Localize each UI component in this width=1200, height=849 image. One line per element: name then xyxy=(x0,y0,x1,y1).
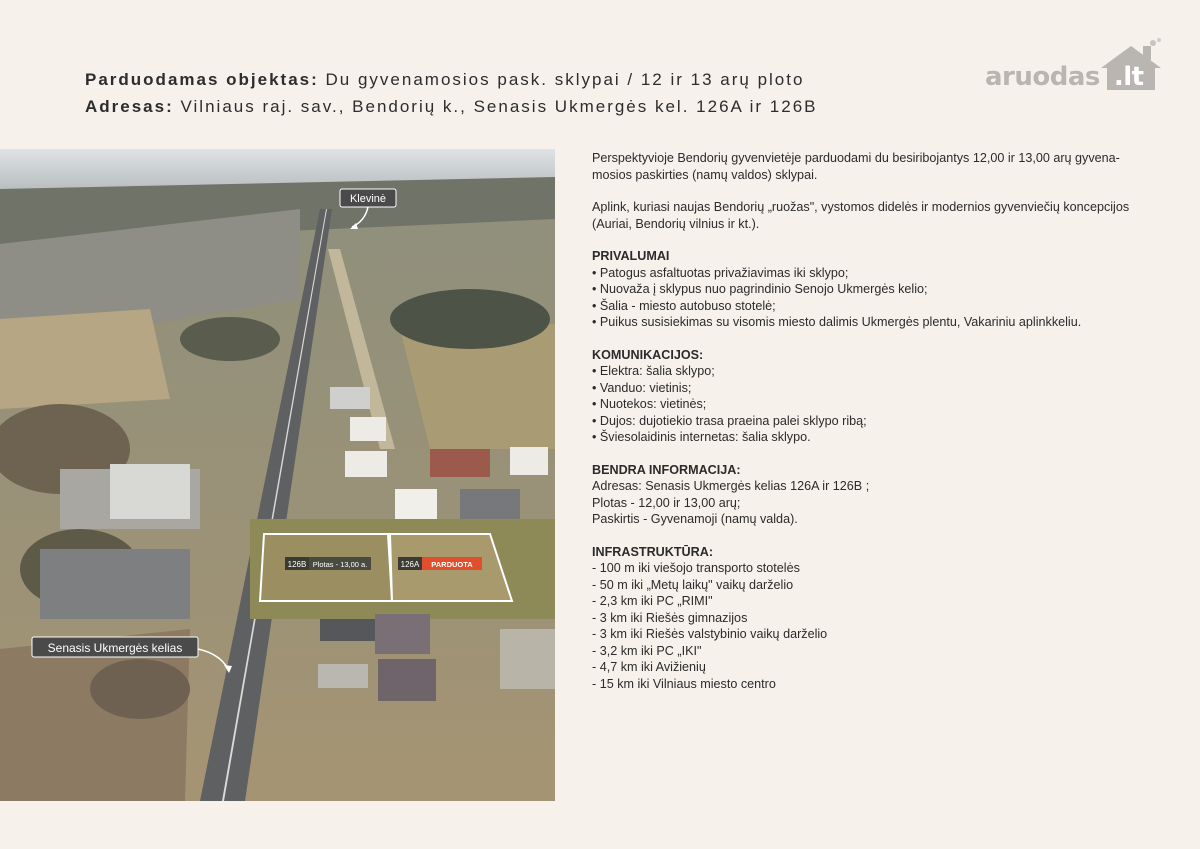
list-item: • Šviesolaidinis internetas: šalia sklypo. xyxy=(592,430,811,444)
bendra-list xyxy=(592,478,1152,528)
label-senasis-road: Senasis Ukmergės kelias xyxy=(47,641,183,655)
plot-a-area: Plotas - 13,00 a. xyxy=(312,560,368,569)
object-label: Parduodamas objektas: xyxy=(85,70,319,89)
list-item: Paskirtis - Gyvenamoji (namų valda). xyxy=(592,512,798,526)
aerial-photo xyxy=(0,149,555,801)
logo-domain: .lt xyxy=(1113,62,1144,92)
listing-description xyxy=(592,150,1152,692)
logo-text: aruodas xyxy=(985,62,1100,92)
komunikacijos-list xyxy=(592,363,1152,446)
list-item: - 3 km iki Riešės gimnazijos xyxy=(592,610,748,625)
list-item: Adresas: Senasis Ukmergės kelias 126A ir 126B ; xyxy=(592,479,870,493)
label-klevine: Klevinė xyxy=(349,193,387,205)
plot-a-id: 126B xyxy=(287,560,307,569)
privalumai-title: PRIVALUMAI xyxy=(592,249,670,263)
list-item: • Nuovaža į sklypus nuo pagrindinio Senojo Ukmergės kelio; xyxy=(592,282,928,296)
aruodas-logo[interactable] xyxy=(985,38,1165,94)
object-value: Du gyvenamosios pask. sklypai / 12 ir 13 arų ploto xyxy=(325,70,805,89)
list-item: - 3 km iki Riešės valstybinio vaikų darželio xyxy=(592,627,828,641)
list-item: • Dujos: dujotiekio trasa praeina palei sklypo ribą; xyxy=(592,413,867,428)
plot-b-status: PARDUOTA xyxy=(431,560,473,569)
infrastruktura-list xyxy=(592,560,1152,692)
list-item: • Patogus asfaltuotas privažiavimas iki sklypo; xyxy=(592,265,849,280)
list-item: - 100 m iki viešojo transporto stotelės xyxy=(592,561,800,575)
list-item: - 15 km iki Vilniaus miesto centro xyxy=(592,676,776,691)
privalumai-list xyxy=(592,265,1152,331)
list-item: - 50 m iki „Metų laikų" vaikų darželio xyxy=(592,577,794,592)
address-value: Vilniaus raj. sav., Bendorių k., Senasis Ukmergės kel. 126A ir 126B xyxy=(180,97,818,116)
list-item: • Šalia - miesto autobuso stotelė; xyxy=(592,298,776,313)
bendra-title: BENDRA INFORMACIJA: xyxy=(592,462,741,477)
list-item: • Vanduo: vietinis; xyxy=(592,380,692,395)
list-item: • Puikus susisiekimas su visomis miesto dalimis Ukmergės plentu, Vakariniu aplinkkeliu. xyxy=(592,315,1082,329)
intro-p1-line2: mosios paskirties (namų valdos) sklypai. xyxy=(592,167,818,182)
intro-p1-line1: Perspektyvioje Bendorių gyvenvietėje parduodami du besiribojantys 12,00 ir 13,00 arų gyvena- xyxy=(592,151,1120,165)
list-item: • Elektra: šalia sklypo; xyxy=(592,364,715,378)
infrastruktura-title: INFRASTRUKTŪRA: xyxy=(592,544,714,559)
listing-header xyxy=(85,66,818,120)
address-line xyxy=(85,93,818,120)
intro-p2-line1: Aplink, kuriasi naujas Bendorių „ruožas", vystomos didelės ir modernios gyvenviečių koncepcijos xyxy=(592,200,1130,214)
komunikacijos-title: KOMUNIKACIJOS: xyxy=(592,347,704,362)
object-line xyxy=(85,66,818,93)
list-item: - 3,2 km iki PC „IKI" xyxy=(592,643,702,658)
intro-p2-line2: (Auriai, Bendorių vilnius ir kt.). xyxy=(592,216,760,231)
list-item: - 4,7 km iki Avižienių xyxy=(592,660,706,674)
list-item: - 2,3 km iki PC „RIMI" xyxy=(592,594,713,608)
list-item: • Nuotekos: vietinės; xyxy=(592,397,707,411)
plot-b-id: 126A xyxy=(400,560,420,569)
address-label: Adresas: xyxy=(85,97,174,116)
list-item: Plotas - 12,00 ir 13,00 arų; xyxy=(592,495,741,510)
